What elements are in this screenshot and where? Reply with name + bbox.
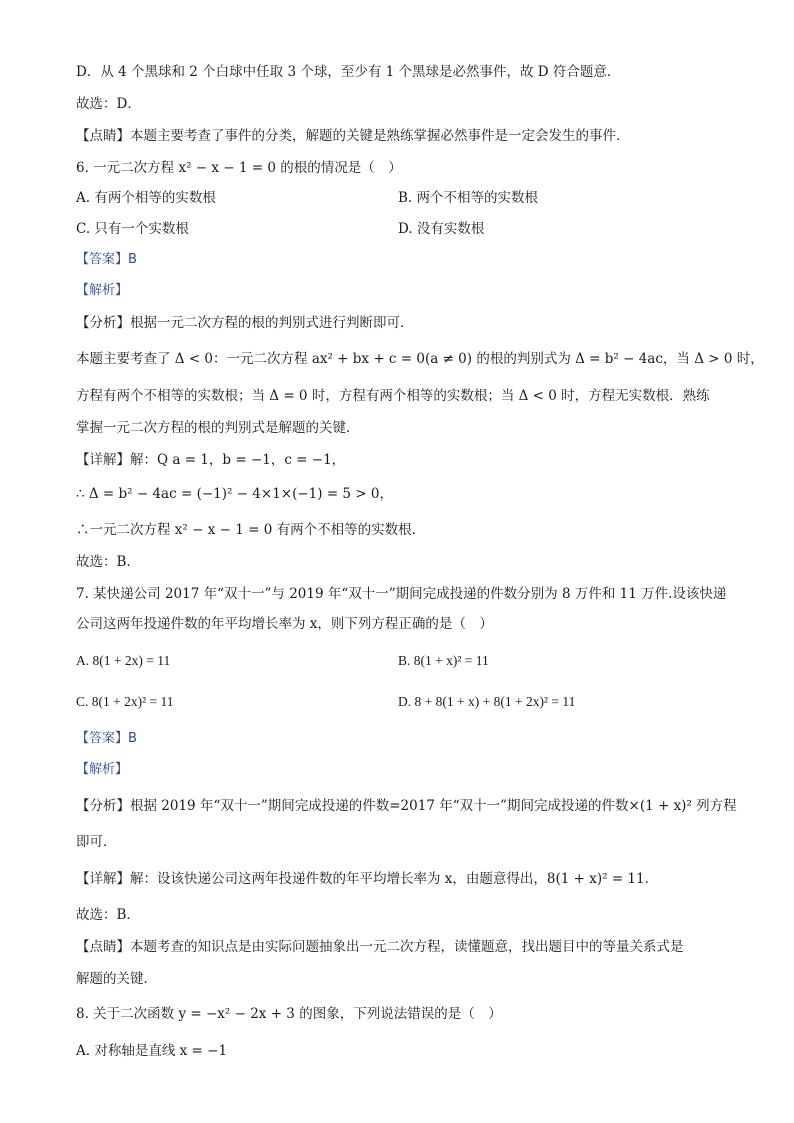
question-7-stem: 公司这两年投递件数的年平均增长率为 x，则下列方程正确的是（ ） bbox=[76, 616, 493, 632]
q6-option-d: D. 没有实数根 bbox=[398, 221, 485, 237]
text-line: 方程有两个不相等的实数根；当 Δ = 0 时，方程有两个相等的实数根；当 Δ < 0 时，方程无实数根．熟练 bbox=[76, 388, 710, 404]
formula-line: ∴ Δ = b² − 4ac = (−1)² − 4×1×(−1) = 5 > 0， bbox=[76, 486, 394, 502]
text-line: 故选：B． bbox=[76, 907, 140, 923]
text-line: 即可． bbox=[76, 834, 117, 850]
remark-line: 【点睛】本题主要考查了事件的分类，解题的关键是熟练掌握必然事件是一定会发生的事件． bbox=[76, 128, 630, 144]
text-line: D．从 4 个黑球和 2 个白球中任取 3 个球，至少有 1 个黑球是必然事件，故 D 符合题意． bbox=[76, 64, 621, 80]
q7-option-a: A. 8(1 + 2x) = 11 bbox=[76, 653, 171, 668]
text-line: 【分析】根据 2019 年“双十一”期间完成投递的件数=2017 年“双十一”期间完成投递的件数×(1 + x)² 列方程 bbox=[76, 798, 737, 814]
remark-line: 解题的关键． bbox=[76, 971, 157, 987]
answer-label: 【答案】B bbox=[76, 731, 137, 746]
answer-label: 【答案】B bbox=[76, 252, 137, 267]
text-line: 【详解】解：Q a = 1，b = −1，c = −1， bbox=[76, 452, 346, 468]
text-line: 【详解】解：设该快递公司这两年投递件数的年平均增长率为 x，由题意得出，8(1 + x)² = 11． bbox=[76, 871, 659, 887]
q6-option-c: C. 只有一个实数根 bbox=[76, 221, 189, 237]
text-line: 故选：B． bbox=[76, 554, 140, 570]
q7-option-d: D. 8 + 8(1 + x) + 8(1 + 2x)² = 11 bbox=[398, 694, 576, 709]
question-6-stem: 6. 一元二次方程 x² − x − 1 = 0 的根的情况是（ ） bbox=[76, 160, 402, 176]
q8-option-a: A. 对称轴是直线 x = −1 bbox=[76, 1043, 228, 1059]
text-line: 【分析】根据一元二次方程的根的判别式进行判断即可． bbox=[76, 315, 414, 331]
question-7-stem: 7. 某快递公司 2017 年“双十一”与 2019 年“双十一”期间完成投递的件数分别为 8 万件和 11 万件.设该快递 bbox=[76, 586, 727, 602]
text-line: ∴一元二次方程 x² − x − 1 = 0 有两个不相等的实数根． bbox=[76, 522, 426, 538]
text-line: 故选：D． bbox=[76, 96, 141, 112]
q7-option-b: B. 8(1 + x)² = 11 bbox=[398, 653, 489, 668]
question-8-stem: 8. 关于二次函数 y = −x² − 2x + 3 的图象，下列说法错误的是（ ） bbox=[76, 1006, 502, 1022]
analysis-label: 【解析】 bbox=[76, 283, 129, 298]
q7-option-c: C. 8(1 + 2x)² = 11 bbox=[76, 694, 174, 709]
analysis-label: 【解析】 bbox=[76, 762, 129, 777]
text-line: 本题主要考查了 Δ < 0：一元二次方程 ax² + bx + c = 0(a ≠ 0) 的根的判别式为 Δ = b² − 4ac，当 Δ > 0 时， bbox=[76, 351, 764, 367]
q6-option-a: A. 有两个相等的实数根 bbox=[76, 190, 216, 206]
q6-option-b: B. 两个不相等的实数根 bbox=[398, 190, 539, 206]
remark-line: 【点睛】本题考查的知识点是由实际问题抽象出一元二次方程，读懂题意，找出题目中的等量关系式是 bbox=[76, 939, 684, 955]
text-line: 掌握一元二次方程的根的判别式是解题的关键． bbox=[76, 420, 360, 436]
